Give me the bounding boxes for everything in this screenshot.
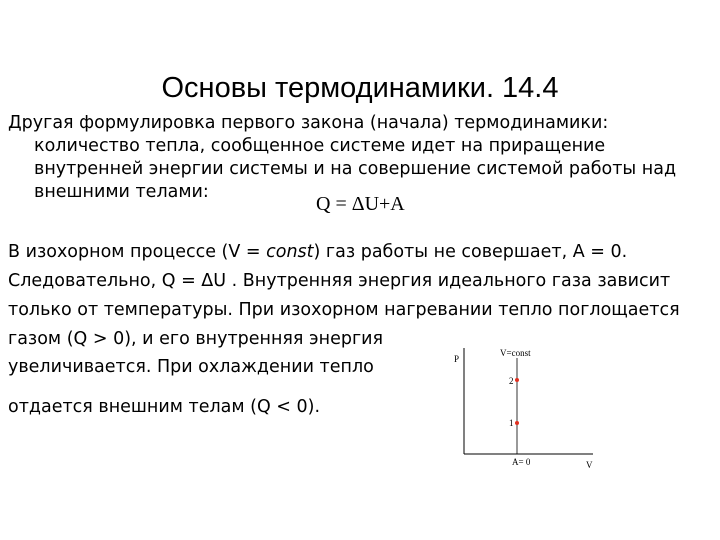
- process-label: V=const: [500, 348, 531, 358]
- isochoric-line-4: газом (Q > 0), и его внутренняя энергия: [8, 329, 384, 349]
- point-1-marker: [515, 421, 519, 425]
- work-label: A= 0: [512, 457, 531, 467]
- x-axis-label: V: [586, 460, 593, 470]
- isochoric-line-3: только от температуры. При изохорном нагревании тепло поглощается: [8, 300, 680, 320]
- pv-diagram: [448, 342, 608, 474]
- definition-line-3: внутренней энергии системы и на совершение системой работы над: [34, 159, 677, 179]
- isochoric-line-1: [8, 238, 713, 267]
- first-law-definition: [8, 112, 708, 204]
- heating-text: увеличивается. При охлаждении тепло: [8, 357, 374, 377]
- isochoric-line-1-start: В изохорном процессе (V =: [8, 242, 267, 262]
- first-law-formula: Q = ΔU+A: [316, 193, 405, 215]
- point-2-marker: [515, 378, 519, 382]
- point-2-label: 2: [509, 376, 514, 386]
- isochoric-line-1-end: ) газ работы не совершает, A = 0.: [313, 242, 628, 262]
- definition-line-4: внешними телами:: [34, 182, 209, 202]
- isochoric-process-text: [8, 238, 713, 354]
- definition-line-1: Другая формулировка первого закона (начала) термодинамики:: [8, 113, 609, 133]
- cooling-text: отдается внешним телам (Q < 0).: [8, 397, 321, 417]
- isochoric-line-2: Следовательно, Q = ΔU . Внутренняя энергия идеального газа зависит: [8, 271, 671, 291]
- definition-line-2: количество тепла, сообщенное системе идет на приращение: [34, 136, 606, 156]
- const-term: const: [266, 242, 314, 262]
- point-1-label: 1: [509, 418, 514, 428]
- y-axis-label: P: [454, 354, 460, 364]
- slide-title: Основы термодинамики. 14.4: [161, 72, 559, 104]
